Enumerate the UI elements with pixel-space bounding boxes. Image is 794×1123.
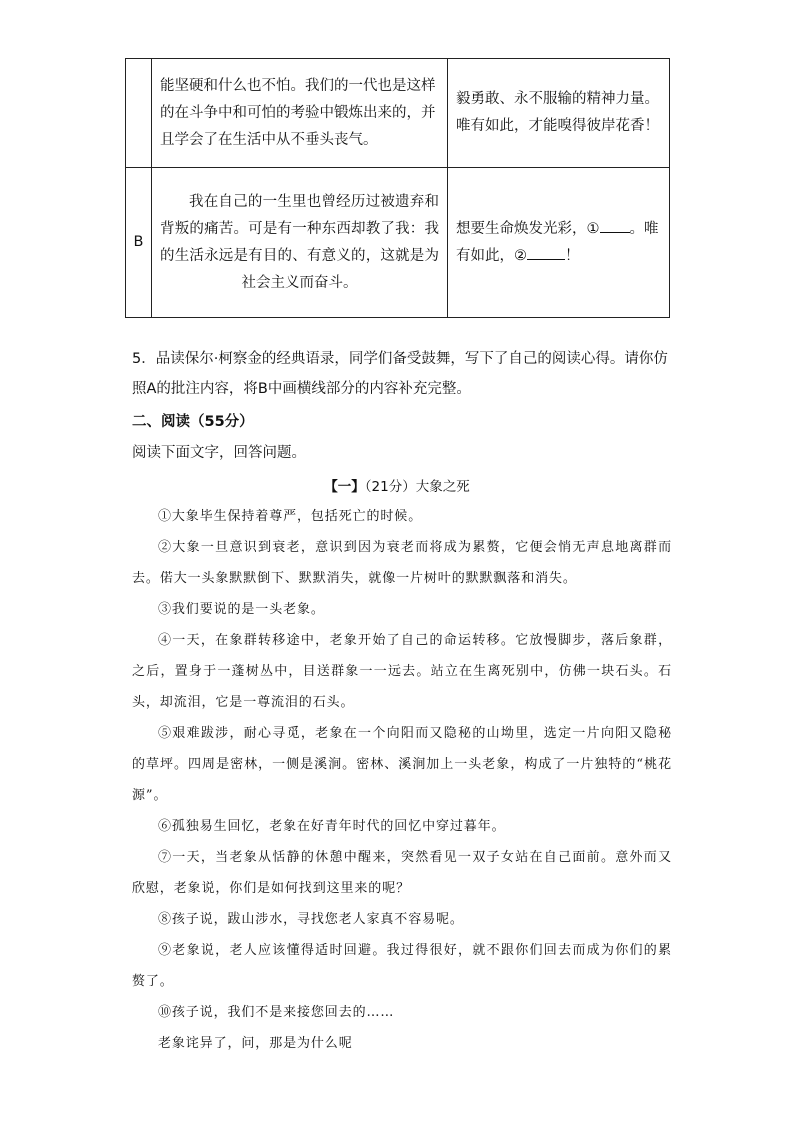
passage-title-rest: （21分）大象之死 (364, 479, 470, 495)
passage-paragraph: ①大象毕生保持着尊严，包括死亡的时候。 (158, 509, 423, 524)
passage-title (0, 475, 794, 495)
passage-paragraph: ⑩孩子说，我们不是来接您回去的…… (158, 1005, 395, 1020)
row-a-note: 毅勇敢、永不服输的精神力量。唯有如此，才能嗅得彼岸花香！ (448, 59, 670, 168)
passage-paragraph: ⑨老象说，老人应该懂得适时回避。我过得很好，就不跟你们回去而成为你们的累赘了。 (132, 943, 672, 989)
table-row-a (126, 59, 670, 168)
passage-paragraph: ⑦一天，当老象从恬静的休憩中醒来，突然看见一双子女站在自己面前。意外而又欣慰，老象说，你们是如何找到这里来的呢？ (132, 850, 672, 896)
row-b-note-part2: 。唯有如此， (456, 220, 659, 264)
passage-paragraph: ③我们要说的是一头老象。 (158, 602, 325, 617)
passage-body (132, 501, 672, 1059)
row-a-label-cell (126, 59, 152, 168)
passage-paragraph: ④一天，在象群转移途中，老象开始了自己的命运转移。它放慢脚步，落后象群，之后，置身于一蓬树丛中，目送群象一一远去。站立在生离死别中，仿佛一块石头。石头，却流泪，它是一尊流泪的石头。 (132, 633, 672, 710)
reading-notes-table (125, 58, 670, 318)
fill-blank-1[interactable] (600, 218, 630, 233)
passage-paragraph: 老象诧异了，问，那是为什么呢 (158, 1036, 353, 1051)
row-a-quote: 能坚硬和什么也不怕。我们的一代也是这样的在斗争中和可怕的考验中锻炼出来的，并且学会了在生活中从不垂头丧气。 (152, 59, 448, 168)
question-5: 5．品读保尔·柯察金的经典语录，同学们备受鼓舞，写下了自己的阅读心得。请你仿照A的批注内容，将B中画横线部分的内容补充完整。 (132, 351, 668, 397)
passage-title-bracket: 【一】 (324, 479, 365, 495)
row-b-note (448, 168, 670, 318)
row-b-note-part1: 想要生命焕发光彩， (456, 220, 587, 237)
row-b-quote-text: 我在自己的一生里也曾经历过被遗弃和背叛的痛苦。可是有一种东西却教了我：我的生活永远是有目的、有意义的，这就是为社会主义而奋斗。 (160, 193, 439, 291)
table-row-b (126, 168, 670, 318)
blank-marker-1: ① (586, 220, 600, 237)
fill-blank-2[interactable] (527, 245, 565, 260)
passage-paragraph: ⑧孩子说，跋山涉水，寻找您老人家真不容易呢。 (158, 912, 464, 927)
row-b-label: B (126, 168, 152, 318)
blank-marker-2: ② (514, 247, 527, 264)
passage-paragraph: ⑥孤独易生回忆，老象在好青年时代的回忆中穿过暮年。 (158, 819, 506, 834)
passage-paragraph: ⑤艰难跋涉，耐心寻觅，老象在一个向阳而又隐秘的山坳里，选定一片向阳又隐秘的草坪。四周是密林，一侧是溪涧。密林、溪涧加上一头老象，构成了一片独特的“桃花源”。 (132, 726, 672, 803)
section-heading: 二、阅读（55分） (132, 414, 254, 430)
row-b-note-part3: ！ (565, 247, 580, 264)
reading-instruction: 阅读下面文字，回答问题。 (132, 445, 306, 461)
passage-paragraph: ②大象一旦意识到衰老，意识到因为衰老而将成为累赘，它便会悄无声息地离群而去。偌大一头象默默倒下、默默消失，就像一片树叶的默默飘落和消失。 (132, 540, 672, 586)
row-b-quote (152, 168, 448, 318)
